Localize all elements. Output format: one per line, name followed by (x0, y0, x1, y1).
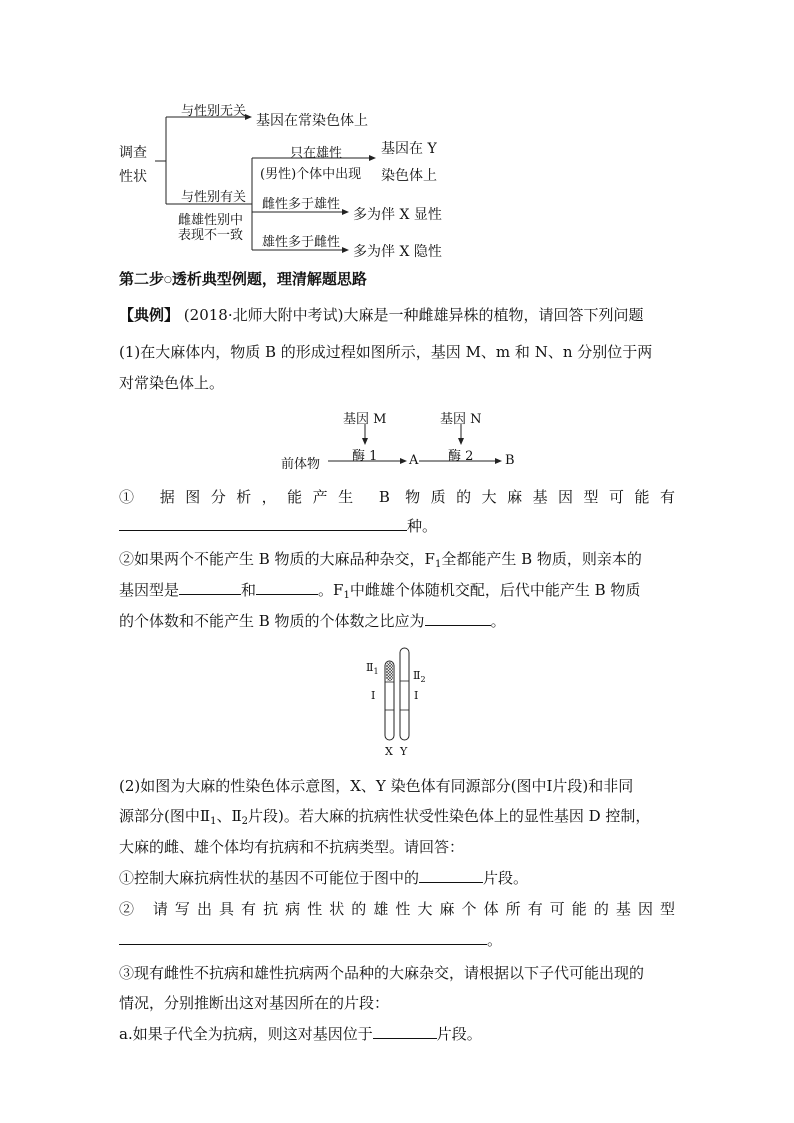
example-tag: 【典例】 (119, 306, 180, 324)
label-ii2-sub: 2 (420, 675, 426, 684)
sub-male-only: 只在雄性 (290, 146, 343, 161)
label-i-left: Ⅰ (371, 689, 376, 702)
answer-blank[interactable] (419, 868, 483, 883)
sub-male-only-2: (男性)个体中出现 (260, 167, 362, 182)
q2b-line1: ② 请写出具有抗病性状的雄性大麻个体所有可能的基因型 (119, 900, 675, 918)
q2d-text-2: 片段。 (436, 1025, 482, 1043)
q2b-text-end: 。 (487, 931, 503, 949)
example-source: (2018·北师大附中考试) (183, 306, 344, 324)
q2-line2 (119, 805, 675, 830)
enzyme1-label: 酶 1 (352, 449, 378, 464)
q1b-text-6: 中雌雄个体随机交配，后代中能产生 B 物质 (349, 581, 641, 599)
label-x: X (385, 745, 393, 758)
answer-blank[interactable] (119, 930, 487, 945)
q2-sub-1: 1 (210, 816, 217, 827)
q2d-text-1: a.如果子代全为抗病，则这对基因位于 (119, 1025, 373, 1043)
q2-sub-2: 2 (241, 816, 249, 827)
gene-m-label: 基因 M (343, 412, 387, 427)
q1b-text-5: 。F (318, 581, 344, 599)
q2-text-1: 源部分(图中Ⅱ (119, 807, 211, 825)
q2a-text-2: 片段。 (483, 869, 529, 887)
sub-male-more: 雄性多于雌性 (262, 235, 341, 250)
q2a-line (119, 867, 675, 889)
q2a-text-1: ①控制大麻抗病性状的基因不可能位于图中的 (119, 869, 420, 887)
answer-blank[interactable] (373, 1024, 437, 1039)
branch-inconsistent-2: 表现不一致 (178, 228, 244, 243)
q1b-text-1: ②如果两个不能产生 B 物质的大麻品种杂交，F (119, 550, 435, 568)
q2-line1: (2)如图为大麻的性染色体示意图，X、Y 染色体有同源部分(图中Ⅰ片段)和非同 (119, 777, 634, 795)
branch-unrelated: 与性别无关 (181, 104, 247, 119)
result-x-dominant: 多为伴 X 显性 (353, 207, 442, 223)
q2c-line1: ③现有雌性不抗病和雄性抗病两个品种的大麻杂交，请根据以下子代可能出现的 (119, 964, 645, 982)
q1b-text-8: 。 (490, 612, 506, 630)
result-y-1: 基因在 Y (381, 141, 437, 157)
label-ii1-text: Ⅱ (366, 661, 374, 674)
q1-stem-line2: 对常染色体上。 (119, 374, 225, 392)
step-label: 第二步 (119, 270, 165, 288)
q2d-line (119, 1023, 675, 1045)
q1b-text-4: 和 (241, 581, 257, 599)
result-x-recessive: 多为伴 X 隐性 (353, 244, 442, 260)
q2-text-2: 、Ⅱ (216, 807, 242, 825)
result-y-2: 染色体上 (381, 168, 437, 184)
q1a-suffix: 种。 (407, 517, 438, 535)
precursor-label: 前体物 (281, 457, 321, 472)
label-ii2 (413, 669, 426, 682)
root-label-1: 调查 (119, 145, 147, 161)
q2b-line2 (119, 929, 675, 951)
q1-stem-line1: (1)在大麻体内，物质 B 的形成过程如图所示，基因 M、m 和 N、n 分别位于两 (119, 343, 653, 361)
step-title: 透析典型例题，理清解题思路 (171, 270, 367, 288)
sub-female-more: 雌性多于雄性 (262, 197, 341, 212)
y-chromosome (400, 648, 409, 740)
label-ii1 (366, 661, 379, 674)
q1b-text-3: 基因型是 (119, 581, 180, 599)
product-a-label: A (409, 453, 419, 468)
q2-line3: 大麻的雌、雄个体均有抗病和不抗病类型。请回答： (119, 838, 465, 856)
branch-inconsistent-1: 雌雄性别中 (178, 213, 244, 228)
root-label-2: 性状 (119, 169, 147, 185)
q2c-line2: 情况，分别推断出这对基因所在的片段： (119, 994, 390, 1012)
q1b-text-2: 全都能产生 B 物质，则亲本的 (441, 550, 642, 568)
product-b-label: B (505, 453, 515, 468)
q1b-sub-1: 1 (434, 559, 442, 570)
label-ii1-sub: 1 (373, 667, 379, 676)
q1a-line1: ① 据图分析，能产生 B 物质的大麻基因型可能有 (119, 488, 675, 506)
example-intro-text: 大麻是一种雌雄异株的植物，请回答下列问题 (343, 306, 644, 324)
q2-text-3: 片段)。若大麻的抗病性状受性染色体上的显性基因 D 控制， (248, 807, 651, 825)
label-y: Y (400, 745, 408, 758)
label-ii2-text: Ⅱ (413, 669, 421, 682)
label-i-right: Ⅰ (414, 689, 419, 702)
enzyme2-label: 酶 2 (448, 449, 474, 464)
q1b-sub-2: 1 (343, 590, 350, 601)
result-autosome: 基因在常染色体上 (256, 113, 368, 129)
step-bullet-icon: ○ (164, 275, 172, 285)
q1b-text-7: 的个体数和不能产生 B 物质的个体数之比应为 (119, 612, 425, 630)
branch-related: 与性别有关 (181, 190, 247, 205)
x-hatched-segment (386, 662, 393, 681)
gene-n-label: 基因 N (440, 412, 482, 427)
